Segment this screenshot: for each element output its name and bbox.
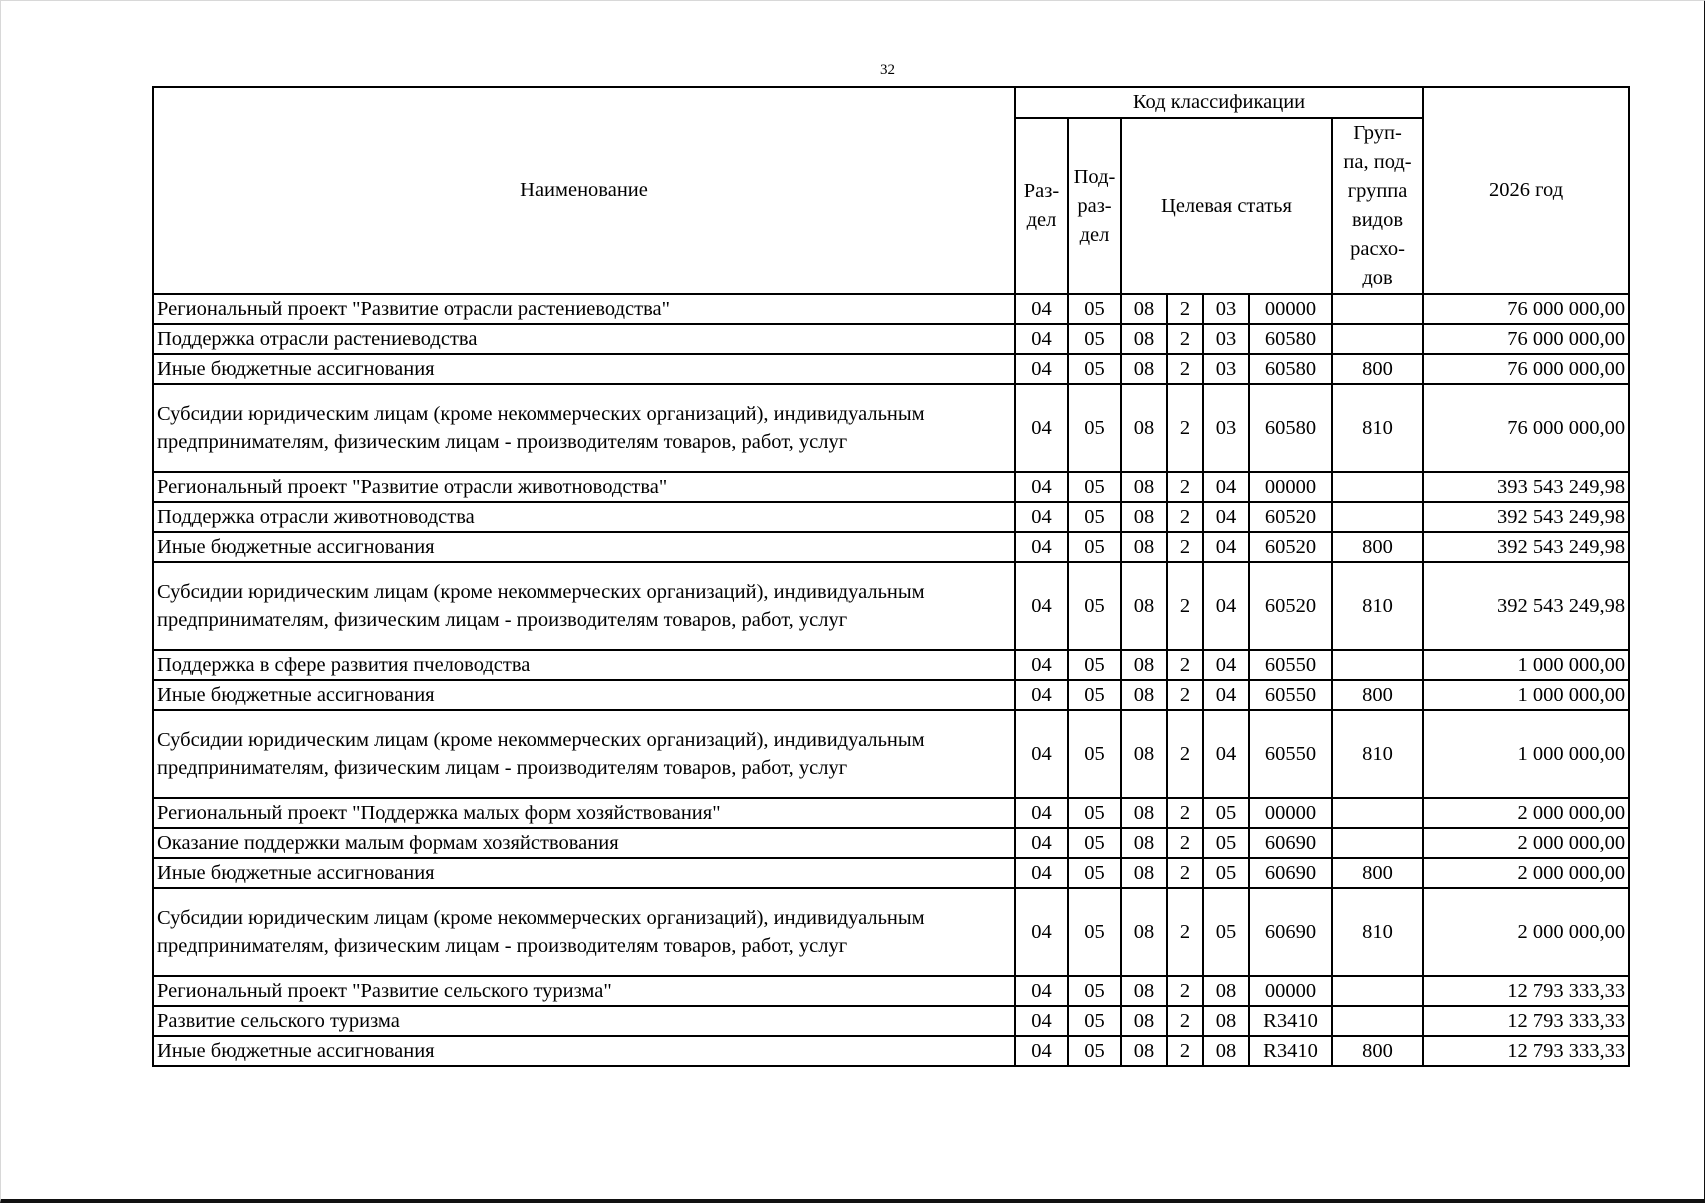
- row-expense-group-code: [1332, 294, 1423, 324]
- row-section-code: 04: [1015, 680, 1068, 710]
- row-name: Региональный проект "Развитие отрасли животноводства": [153, 472, 1015, 502]
- row-subsection-code: 05: [1068, 976, 1121, 1006]
- row-expense-group-code: [1332, 798, 1423, 828]
- row-subsection-code: 05: [1068, 650, 1121, 680]
- row-name: Поддержка в сфере развития пчеловодства: [153, 650, 1015, 680]
- row-section-code: 04: [1015, 324, 1068, 354]
- row-target-subprogram-code: 2: [1167, 532, 1203, 562]
- row-target-direction-code: 00000: [1249, 798, 1332, 828]
- header-classification: Код классификации: [1015, 87, 1423, 118]
- row-expense-group-code: 800: [1332, 858, 1423, 888]
- row-amount: 1 000 000,00: [1423, 680, 1629, 710]
- row-expense-group-code: 800: [1332, 532, 1423, 562]
- row-expense-group-code: 810: [1332, 888, 1423, 976]
- row-target-direction-code: 60690: [1249, 858, 1332, 888]
- table-row: [153, 562, 1629, 650]
- row-target-project-code: 04: [1203, 650, 1249, 680]
- row-target-subprogram-code: 2: [1167, 1036, 1203, 1066]
- row-target-project-code: 03: [1203, 324, 1249, 354]
- row-name: Иные бюджетные ассигнования: [153, 680, 1015, 710]
- row-expense-group-code: [1332, 828, 1423, 858]
- row-target-direction-code: 60550: [1249, 710, 1332, 798]
- header-subsection-line: раз-: [1077, 194, 1112, 217]
- header-name: Наименование: [153, 87, 1015, 294]
- row-target-program-code: 08: [1121, 858, 1167, 888]
- row-target-project-code: 04: [1203, 680, 1249, 710]
- row-amount: 392 543 249,98: [1423, 502, 1629, 532]
- row-target-project-code: 04: [1203, 502, 1249, 532]
- row-expense-group-code: 800: [1332, 354, 1423, 384]
- row-target-program-code: 08: [1121, 710, 1167, 798]
- row-expense-group-code: [1332, 472, 1423, 502]
- header-group-line: расхо-: [1350, 238, 1405, 260]
- table-row: [153, 294, 1629, 324]
- row-section-code: 04: [1015, 828, 1068, 858]
- row-target-program-code: 08: [1121, 888, 1167, 976]
- table-row: [153, 1036, 1629, 1066]
- row-section-code: 04: [1015, 976, 1068, 1006]
- row-target-direction-code: 60550: [1249, 680, 1332, 710]
- row-amount: 2 000 000,00: [1423, 858, 1629, 888]
- row-target-program-code: 08: [1121, 384, 1167, 472]
- row-target-project-code: 04: [1203, 562, 1249, 650]
- row-target-direction-code: 60580: [1249, 324, 1332, 354]
- header-year: 2026 год: [1423, 87, 1629, 294]
- row-target-program-code: 08: [1121, 650, 1167, 680]
- table-row: [153, 1006, 1629, 1036]
- row-target-program-code: 08: [1121, 798, 1167, 828]
- row-target-program-code: 08: [1121, 1036, 1167, 1066]
- row-name: Иные бюджетные ассигнования: [153, 1036, 1015, 1066]
- row-target-subprogram-code: 2: [1167, 680, 1203, 710]
- row-target-direction-code: 00000: [1249, 472, 1332, 502]
- row-section-code: 04: [1015, 888, 1068, 976]
- header-expense-group: [1332, 118, 1423, 294]
- row-target-project-code: 04: [1203, 472, 1249, 502]
- row-target-project-code: 05: [1203, 798, 1249, 828]
- row-name: Иные бюджетные ассигнования: [153, 354, 1015, 384]
- row-amount: 393 543 249,98: [1423, 472, 1629, 502]
- row-section-code: 04: [1015, 1006, 1068, 1036]
- header-section-line: Раз-: [1023, 180, 1060, 202]
- row-section-code: 04: [1015, 650, 1068, 680]
- row-name: Региональный проект "Поддержка малых форм хозяйствования": [153, 798, 1015, 828]
- row-target-direction-code: R3410: [1249, 1006, 1332, 1036]
- row-target-program-code: 08: [1121, 1006, 1167, 1036]
- row-target-subprogram-code: 2: [1167, 858, 1203, 888]
- row-target-subprogram-code: 2: [1167, 324, 1203, 354]
- row-target-project-code: 04: [1203, 710, 1249, 798]
- row-target-program-code: 08: [1121, 532, 1167, 562]
- table-row: [153, 976, 1629, 1006]
- table-row: [153, 472, 1629, 502]
- row-subsection-code: 05: [1068, 294, 1121, 324]
- row-amount: 2 000 000,00: [1423, 798, 1629, 828]
- row-expense-group-code: 810: [1332, 710, 1423, 798]
- row-subsection-code: 05: [1068, 828, 1121, 858]
- row-section-code: 04: [1015, 858, 1068, 888]
- table-row: [153, 798, 1629, 828]
- row-expense-group-code: 800: [1332, 680, 1423, 710]
- row-name: Субсидии юридическим лицам (кроме некоммерческих организаций), индивидуальным предпринимателям, физическим лицам - производителям товаров, работ, услуг: [153, 384, 1015, 472]
- table-row: [153, 650, 1629, 680]
- header-subsection: [1068, 118, 1121, 294]
- table-row: [153, 710, 1629, 798]
- row-target-subprogram-code: 2: [1167, 294, 1203, 324]
- row-target-program-code: 08: [1121, 324, 1167, 354]
- header-section: [1015, 118, 1068, 294]
- row-section-code: 04: [1015, 502, 1068, 532]
- row-target-direction-code: 60550: [1249, 650, 1332, 680]
- row-target-subprogram-code: 2: [1167, 798, 1203, 828]
- row-name: Субсидии юридическим лицам (кроме некоммерческих организаций), индивидуальным предпринимателям, физическим лицам - производителям товаров, работ, услуг: [153, 562, 1015, 650]
- row-expense-group-code: [1332, 324, 1423, 354]
- row-subsection-code: 05: [1068, 324, 1121, 354]
- row-target-subprogram-code: 2: [1167, 888, 1203, 976]
- row-amount: 76 000 000,00: [1423, 324, 1629, 354]
- row-target-subprogram-code: 2: [1167, 384, 1203, 472]
- row-target-direction-code: R3410: [1249, 1036, 1332, 1066]
- row-target-project-code: 08: [1203, 1036, 1249, 1066]
- row-target-subprogram-code: 2: [1167, 650, 1203, 680]
- row-target-direction-code: 00000: [1249, 976, 1332, 1006]
- row-target-direction-code: 60520: [1249, 532, 1332, 562]
- table-row: [153, 502, 1629, 532]
- row-target-subprogram-code: 2: [1167, 1006, 1203, 1036]
- table-row: [153, 384, 1629, 472]
- row-name: Иные бюджетные ассигнования: [153, 532, 1015, 562]
- row-target-program-code: 08: [1121, 680, 1167, 710]
- row-section-code: 04: [1015, 710, 1068, 798]
- row-subsection-code: 05: [1068, 680, 1121, 710]
- row-target-project-code: 08: [1203, 1006, 1249, 1036]
- row-amount: 1 000 000,00: [1423, 710, 1629, 798]
- row-section-code: 04: [1015, 562, 1068, 650]
- table-row: [153, 354, 1629, 384]
- row-amount: 76 000 000,00: [1423, 354, 1629, 384]
- row-subsection-code: 05: [1068, 710, 1121, 798]
- row-section-code: 04: [1015, 354, 1068, 384]
- header-group-line: па, под-: [1343, 151, 1412, 173]
- row-target-project-code: 03: [1203, 354, 1249, 384]
- row-target-program-code: 08: [1121, 294, 1167, 324]
- row-name: Поддержка отрасли животноводства: [153, 502, 1015, 532]
- row-name: Субсидии юридическим лицам (кроме некоммерческих организаций), индивидуальным предпринимателям, физическим лицам - производителям товаров, работ, услуг: [153, 710, 1015, 798]
- row-amount: 392 543 249,98: [1423, 532, 1629, 562]
- row-target-project-code: 08: [1203, 976, 1249, 1006]
- row-subsection-code: 05: [1068, 532, 1121, 562]
- row-name: Оказание поддержки малым формам хозяйствования: [153, 828, 1015, 858]
- row-expense-group-code: [1332, 976, 1423, 1006]
- row-subsection-code: 05: [1068, 1036, 1121, 1066]
- row-target-project-code: 04: [1203, 532, 1249, 562]
- row-subsection-code: 05: [1068, 354, 1121, 384]
- row-target-direction-code: 00000: [1249, 294, 1332, 324]
- row-target-direction-code: 60690: [1249, 888, 1332, 976]
- row-subsection-code: 05: [1068, 384, 1121, 472]
- row-section-code: 04: [1015, 472, 1068, 502]
- page-number: 32: [880, 62, 895, 78]
- row-target-subprogram-code: 2: [1167, 472, 1203, 502]
- row-target-project-code: 05: [1203, 828, 1249, 858]
- row-amount: 76 000 000,00: [1423, 294, 1629, 324]
- table-row: [153, 324, 1629, 354]
- row-target-project-code: 05: [1203, 888, 1249, 976]
- row-amount: 2 000 000,00: [1423, 828, 1629, 858]
- header-subsection-line: дел: [1079, 223, 1110, 246]
- row-target-direction-code: 60580: [1249, 384, 1332, 472]
- row-name: Региональный проект "Развитие сельского туризма": [153, 976, 1015, 1006]
- header-section-line: дел: [1026, 209, 1057, 231]
- row-name: Иные бюджетные ассигнования: [153, 858, 1015, 888]
- row-target-direction-code: 60520: [1249, 502, 1332, 532]
- table-row: [153, 888, 1629, 976]
- row-target-direction-code: 60580: [1249, 354, 1332, 384]
- header-group-line: Груп-: [1353, 122, 1402, 144]
- row-name: Региональный проект "Развитие отрасли растениеводства": [153, 294, 1015, 324]
- row-target-subprogram-code: 2: [1167, 502, 1203, 532]
- row-expense-group-code: [1332, 650, 1423, 680]
- header-group-line: дов: [1362, 267, 1393, 289]
- row-target-subprogram-code: 2: [1167, 976, 1203, 1006]
- header-group-line: видов: [1352, 209, 1404, 231]
- table-row: [153, 828, 1629, 858]
- row-target-project-code: 03: [1203, 294, 1249, 324]
- row-amount: 12 793 333,33: [1423, 1036, 1629, 1066]
- budget-table: [152, 86, 1630, 1067]
- table-body: [153, 294, 1629, 1066]
- row-target-project-code: 05: [1203, 858, 1249, 888]
- table-row: [153, 680, 1629, 710]
- header-subsection-line: Под-: [1073, 165, 1116, 188]
- row-name: Субсидии юридическим лицам (кроме некоммерческих организаций), индивидуальным предпринимателям, физическим лицам - производителям товаров, работ, услуг: [153, 888, 1015, 976]
- table-row: [153, 532, 1629, 562]
- row-target-subprogram-code: 2: [1167, 710, 1203, 798]
- row-amount: 76 000 000,00: [1423, 384, 1629, 472]
- row-target-direction-code: 60690: [1249, 828, 1332, 858]
- row-subsection-code: 05: [1068, 858, 1121, 888]
- row-section-code: 04: [1015, 532, 1068, 562]
- row-target-program-code: 08: [1121, 354, 1167, 384]
- row-section-code: 04: [1015, 798, 1068, 828]
- row-expense-group-code: 800: [1332, 1036, 1423, 1066]
- row-amount: 1 000 000,00: [1423, 650, 1629, 680]
- row-amount: 2 000 000,00: [1423, 888, 1629, 976]
- row-amount: 392 543 249,98: [1423, 562, 1629, 650]
- row-target-program-code: 08: [1121, 828, 1167, 858]
- row-target-subprogram-code: 2: [1167, 828, 1203, 858]
- row-target-program-code: 08: [1121, 472, 1167, 502]
- row-expense-group-code: 810: [1332, 384, 1423, 472]
- row-section-code: 04: [1015, 384, 1068, 472]
- table-row: [153, 858, 1629, 888]
- row-expense-group-code: 810: [1332, 562, 1423, 650]
- row-expense-group-code: [1332, 502, 1423, 532]
- row-target-program-code: 08: [1121, 502, 1167, 532]
- header-group-line: группа: [1347, 180, 1408, 202]
- row-expense-group-code: [1332, 1006, 1423, 1036]
- row-target-program-code: 08: [1121, 976, 1167, 1006]
- row-subsection-code: 05: [1068, 562, 1121, 650]
- row-subsection-code: 05: [1068, 1006, 1121, 1036]
- row-name: Развитие сельского туризма: [153, 1006, 1015, 1036]
- row-target-subprogram-code: 2: [1167, 562, 1203, 650]
- row-target-direction-code: 60520: [1249, 562, 1332, 650]
- row-target-subprogram-code: 2: [1167, 354, 1203, 384]
- row-subsection-code: 05: [1068, 472, 1121, 502]
- row-subsection-code: 05: [1068, 798, 1121, 828]
- row-section-code: 04: [1015, 294, 1068, 324]
- row-section-code: 04: [1015, 1036, 1068, 1066]
- row-target-project-code: 03: [1203, 384, 1249, 472]
- row-amount: 12 793 333,33: [1423, 976, 1629, 1006]
- row-target-program-code: 08: [1121, 562, 1167, 650]
- row-name: Поддержка отрасли растениеводства: [153, 324, 1015, 354]
- header-target-article: Целевая статья: [1121, 118, 1332, 294]
- row-subsection-code: 05: [1068, 502, 1121, 532]
- row-amount: 12 793 333,33: [1423, 1006, 1629, 1036]
- row-subsection-code: 05: [1068, 888, 1121, 976]
